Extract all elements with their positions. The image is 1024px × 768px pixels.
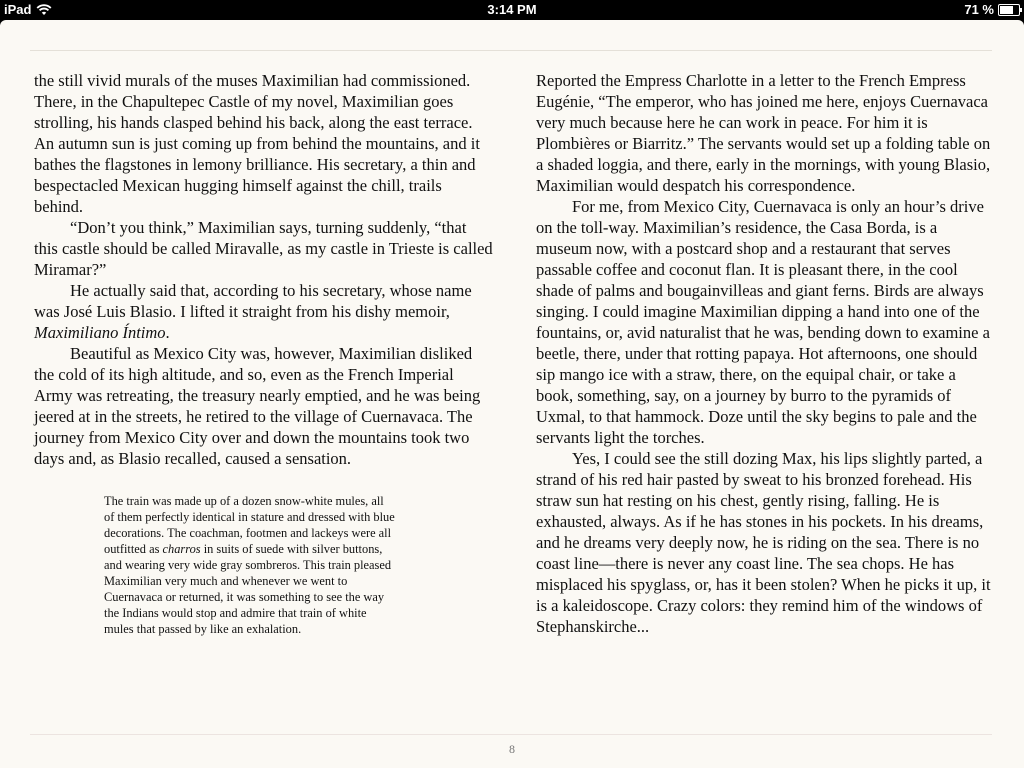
quote-italic: charros bbox=[162, 542, 201, 556]
left-paragraph-1: the still vivid murals of the muses Maximilian had commissioned. There, in the Chapultepec Castle of my novel, Maximilian goes strolling, his hands clasped behind his back, along the east terrace. An autumn sun is just coming up from behind the mountains, and it bathes the flagstones in lemony brilliance. His secretary, a thin and bespectacled Mexican hugging himself against the chill, trails behind. bbox=[34, 71, 480, 216]
right-paragraph-2: For me, from Mexico City, Cuernavaca is only an hour’s drive on the toll-way. Maximilian’s residence, the Casa Borda, is a museum now, with a postcard shop and a restaurant that serves passable coffee and coconut flan. It is pleasant there, in the cool shade of palms and bougainvilleas and giant ferns. Birds are always singing. I could imagine Maximilian dipping a hand into one of the fountains, or, avid naturalist that he was, bending down to examine a beetle, there, under that rotting papaya. Hot afternoons, one should sip mango ice with a straw, there, on the equipal chair, or take a book, something, say, on a journey by burro to the pyramids of Uxmal, to that hammock. Doze until the sky begins to pale and the servants light the torches. bbox=[536, 197, 990, 447]
left-paragraph-2: “Don’t you think,” Maximilian says, turning suddenly, “that this castle should be called Miravalle, as my castle in Trieste is called Miramar?” bbox=[34, 218, 493, 279]
left-paragraph-3-end: . bbox=[165, 323, 170, 342]
status-time: 3:14 PM bbox=[487, 2, 537, 17]
battery-icon bbox=[998, 4, 1020, 16]
right-column bbox=[536, 70, 994, 637]
book-page[interactable] bbox=[0, 20, 1024, 768]
left-paragraph-4: Beautiful as Mexico City was, however, Maximilian disliked the cold of its high altitude, and so, even as the French Imperial Army was retreating, the treasury nearly emptied, and he was being jeered at in the streets, he retired to the village of Cuernavaca. The journey from Mexico City over and down the mountains took two days and, as Blasio recalled, caused a sensation. bbox=[34, 344, 481, 468]
left-column bbox=[34, 70, 494, 637]
page-number: 8 bbox=[509, 742, 515, 756]
device-name: iPad bbox=[4, 2, 32, 17]
quote-text-b: in suits of suede with silver buttons, and wearing very wide gray sombreros. This train pleased Maximilian very much and whenever we went to Cuernavaca or returned, it was something to see the way the Indians would stop and admire that train of white mules that passed by like an exhalation. bbox=[104, 542, 392, 636]
top-divider bbox=[30, 50, 992, 51]
bottom-divider bbox=[30, 734, 992, 735]
book-title: Maximiliano Íntimo bbox=[34, 323, 166, 342]
status-bar bbox=[0, 0, 1024, 20]
left-paragraph-3 bbox=[34, 280, 494, 343]
block-quote bbox=[104, 493, 396, 637]
left-paragraph-3-text: He actually said that, according to his secretary, whose name was José Luis Blasio. I lifted it straight from his dishy memoir, bbox=[34, 281, 472, 321]
quote-text-a: The train was made up of a dozen snow-white mules, all of them perfectly identical in stature and dressed with blue decorations. The coachman, footmen and lackeys were all outfitted as bbox=[104, 494, 395, 556]
right-paragraph-1: Reported the Empress Charlotte in a letter to the French Empress Eugénie, “The emperor, who has joined me here, enjoys Cuernavaca very much because here he can work in peace. For him it is Plombières or Biarritz.” The servants would set up a folding table on a shaded loggia, and there, early in the mornings, with young Blasio, Maximilian would despatch his correspondence. bbox=[536, 71, 991, 195]
status-right bbox=[964, 2, 1020, 17]
battery-percent: 71 % bbox=[964, 2, 994, 17]
right-paragraph-3: Yes, I could see the still dozing Max, his lips slightly parted, a strand of his red hair pasted by sweat to his bronzed forehead. His straw sun hat resting on his chest, gently rising, falling. He is exhausted, always. As if he has stones in his pockets. In his dreams, and he dreams very deeply now, he is riding on the sea. There is no coast line—there is never any coast line. The sea chops. He has misplaced his spyglass, or, has it been stolen? When he picks it up, it is a kaleidoscope. Crazy colors: they remind him of the windows of Stephanskirche... bbox=[536, 449, 991, 636]
